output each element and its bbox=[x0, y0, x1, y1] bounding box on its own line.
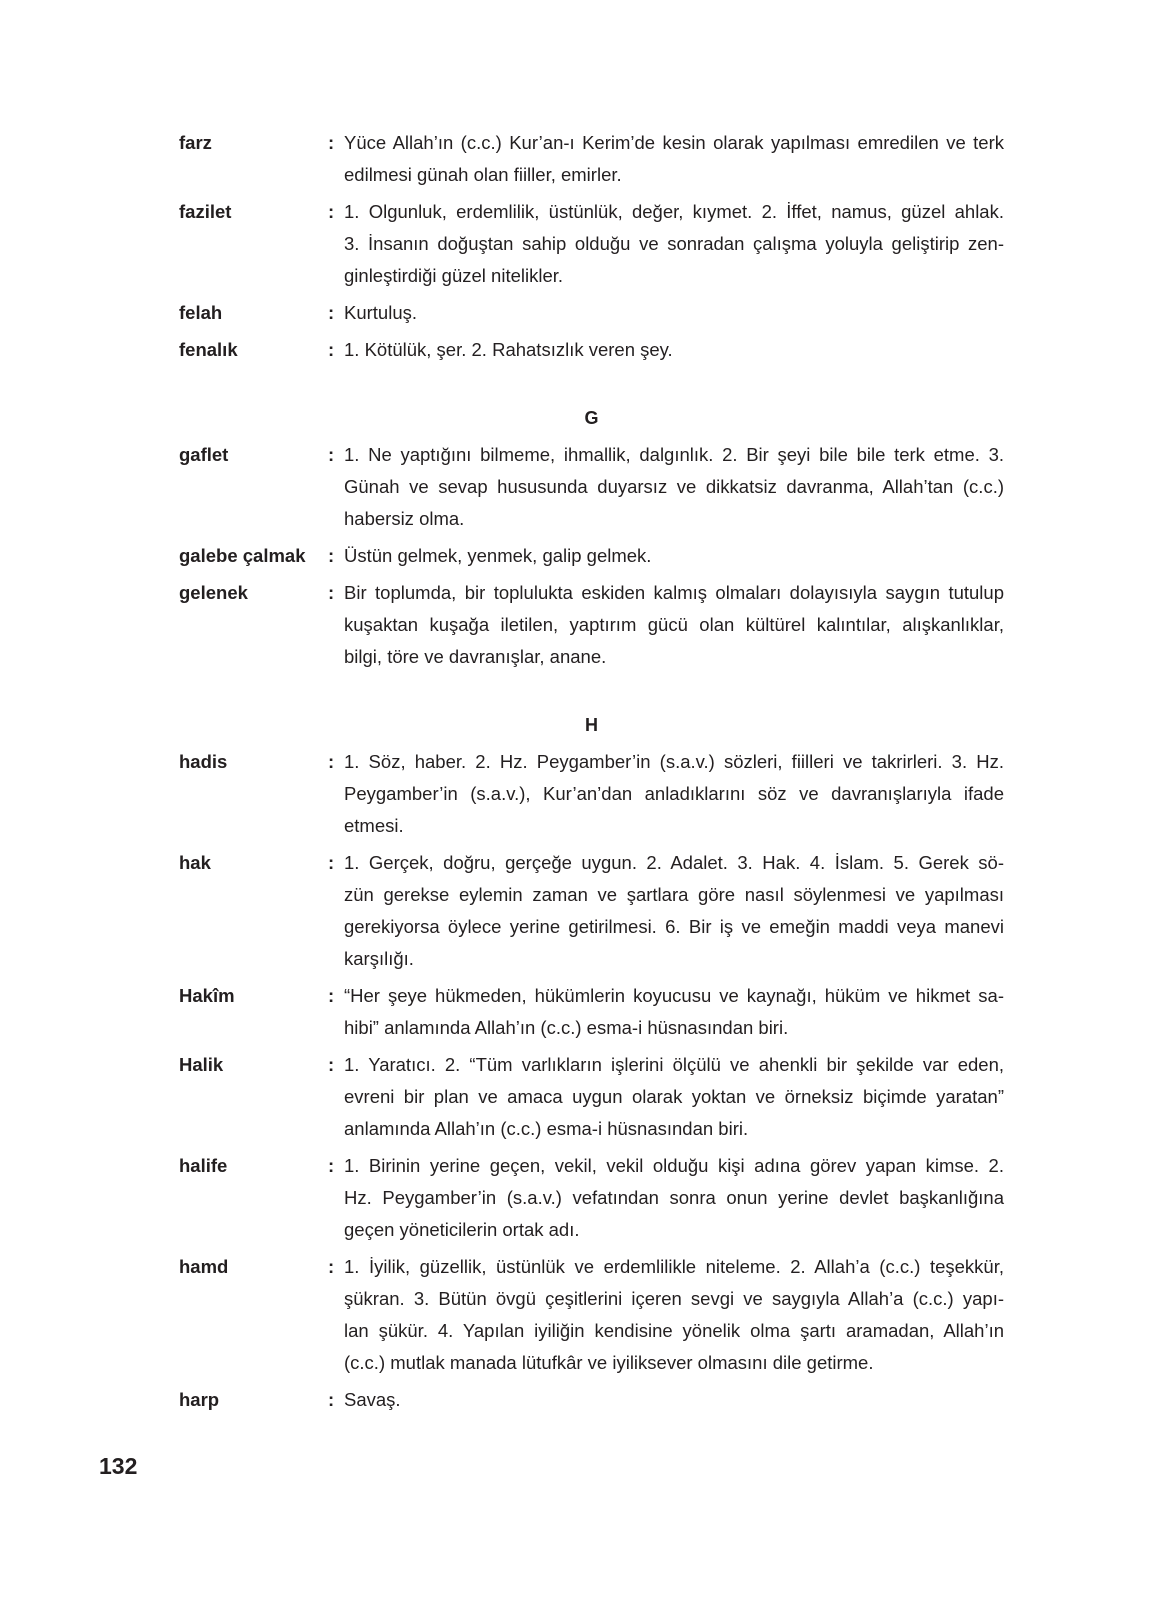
entry-colon: : bbox=[328, 132, 335, 153]
entry-colon: : bbox=[328, 985, 335, 1006]
entry-term: gaflet bbox=[179, 444, 229, 465]
entry-definition bbox=[344, 847, 1004, 975]
definition-line: Savaş. bbox=[344, 1389, 401, 1410]
definition-line: lan şükür. 4. Yapılan iyiliğin kendisine yönelik olma şartı aramadan, Allah’ın bbox=[344, 1320, 1004, 1341]
definition-line: habersiz olma. bbox=[344, 508, 465, 529]
entry-definition bbox=[344, 1049, 1004, 1145]
entry-definition bbox=[344, 1251, 1004, 1379]
section-letter-heading: H bbox=[585, 715, 598, 735]
entry-colon: : bbox=[328, 1256, 335, 1277]
entry-colon: : bbox=[328, 444, 335, 465]
entry-colon: : bbox=[328, 582, 335, 603]
entry-definition bbox=[344, 1150, 1004, 1246]
definition-line: 3. İnsanın doğuştan sahip olduğu ve sonradan çalışma yoluyla geliştirip zen- bbox=[344, 233, 1004, 254]
definition-line: Hz. Peygamber’in (s.a.v.) vefatından sonra onun yerine devlet başkanlığına bbox=[344, 1187, 1004, 1208]
entry-term: hadis bbox=[179, 751, 228, 772]
definition-line: hibi” anlamında Allah’ın (c.c.) esma-i hüsnasından biri. bbox=[344, 1017, 789, 1038]
definition-line: edilmesi günah olan fiiller, emirler. bbox=[344, 164, 622, 185]
entry-definition bbox=[344, 980, 1004, 1044]
entry-colon: : bbox=[328, 1155, 335, 1176]
entry-term: hak bbox=[179, 852, 211, 873]
definition-line: gerekiyorsa öylece yerine getirilmesi. 6. Bir iş ve emeğin maddi veya manevi bbox=[344, 916, 1004, 937]
definition-line: ginleştirdiği güzel nitelikler. bbox=[344, 265, 564, 286]
glossary-entry bbox=[179, 1150, 1004, 1246]
definition-line: 1. Gerçek, doğru, gerçeğe uygun. 2. Adalet. 3. Hak. 4. İslam. 5. Gerek sö- bbox=[344, 852, 1004, 873]
definition-line: 1. Kötülük, şer. 2. Rahatsızlık veren şey. bbox=[344, 339, 673, 360]
entry-term: galebe çalmak bbox=[179, 545, 306, 566]
definition-line: bilgi, töre ve davranışlar, anane. bbox=[344, 646, 607, 667]
entry-term: halife bbox=[179, 1155, 228, 1176]
entry-colon: : bbox=[328, 852, 335, 873]
entry-term: felah bbox=[179, 302, 223, 323]
entry-colon: : bbox=[328, 1389, 335, 1410]
glossary-entry bbox=[179, 577, 1004, 673]
entry-definition bbox=[344, 297, 1004, 329]
definition-line: Yüce Allah’ın (c.c.) Kur’an-ı Kerim’de kesin olarak yapılması emredilen ve terk bbox=[344, 132, 1004, 153]
entry-definition bbox=[344, 439, 1004, 535]
definition-line: 1. Ne yaptığını bilmeme, ihmallik, dalgınlık. 2. Bir şeyi bile bile terk etme. 3. bbox=[344, 444, 1004, 465]
definition-line: karşılığı. bbox=[344, 948, 414, 969]
entry-term: farz bbox=[179, 132, 212, 153]
entry-colon: : bbox=[328, 545, 335, 566]
glossary-entry bbox=[179, 196, 1004, 292]
entry-term: gelenek bbox=[179, 582, 248, 603]
glossary-entry bbox=[179, 127, 1004, 191]
definition-line: 1. İyilik, güzellik, üstünlük ve erdemlilikle niteleme. 2. Allah’a (c.c.) teşekkür, bbox=[344, 1256, 1004, 1277]
definition-line: 1. Yaratıcı. 2. “Tüm varlıkların işlerini ölçülü ve ahenkli bir şekilde var eden, bbox=[344, 1054, 1004, 1075]
definition-line: 1. Söz, haber. 2. Hz. Peygamber’in (s.a.v.) sözleri, fiilleri ve takrirleri. 3. Hz. bbox=[344, 751, 1004, 772]
definition-line: Günah ve sevap hususunda duyarsız ve dikkatsiz davranma, Allah’tan (c.c.) bbox=[344, 476, 1004, 497]
entry-colon: : bbox=[328, 201, 335, 222]
page-number: 132 bbox=[99, 1453, 138, 1479]
entry-definition bbox=[344, 1384, 1004, 1416]
definition-line: 1. Olgunluk, erdemlilik, üstünlük, değer, kıymet. 2. İffet, namus, güzel ahlak. bbox=[344, 201, 1004, 222]
glossary-entry bbox=[179, 297, 1004, 329]
entry-definition bbox=[344, 334, 1004, 366]
entry-definition bbox=[344, 577, 1004, 673]
glossary-entry bbox=[179, 847, 1004, 975]
entry-term: fenalık bbox=[179, 339, 238, 360]
glossary-entry bbox=[179, 540, 1004, 572]
entry-term: Hakîm bbox=[179, 985, 235, 1006]
entry-term: hamd bbox=[179, 1256, 229, 1277]
entry-definition bbox=[344, 196, 1004, 292]
entry-term: fazilet bbox=[179, 201, 232, 222]
entry-colon: : bbox=[328, 1054, 335, 1075]
entry-term: harp bbox=[179, 1389, 220, 1410]
entry-definition bbox=[344, 540, 1004, 572]
glossary-entry bbox=[179, 1049, 1004, 1145]
glossary-entry bbox=[179, 439, 1004, 535]
entry-definition bbox=[344, 127, 1004, 191]
definition-line: geçen yöneticilerin ortak adı. bbox=[344, 1219, 580, 1240]
glossary-entry bbox=[179, 1251, 1004, 1379]
definition-line: Kurtuluş. bbox=[344, 302, 418, 323]
entry-definition bbox=[344, 746, 1004, 842]
definition-line: anlamında Allah’ın (c.c.) esma-i hüsnasından biri. bbox=[344, 1118, 749, 1139]
definition-line: Bir toplumda, bir toplulukta eskiden kalmış olmaları dolayısıyla saygın tutulup bbox=[344, 582, 1004, 603]
definition-line: kuşaktan kuşağa iletilen, yaptırım gücü olan kültürel kalıntılar, alışkanlıklar, bbox=[344, 614, 1004, 635]
glossary-entry bbox=[179, 1384, 1004, 1416]
definition-line: Peygamber’in (s.a.v.), Kur’an’dan anladıklarını söz ve davranışlarıyla ifade bbox=[344, 783, 1004, 804]
definition-line: Üstün gelmek, yenmek, galip gelmek. bbox=[344, 545, 652, 566]
entry-colon: : bbox=[328, 339, 335, 360]
entry-colon: : bbox=[328, 751, 335, 772]
definition-line: etmesi. bbox=[344, 815, 404, 836]
section-letter-heading: G bbox=[584, 408, 599, 428]
definition-line: evreni bir plan ve amaca uygun olarak yoktan ve örneksiz biçimde yaratan” bbox=[344, 1086, 1004, 1107]
definition-line: şükran. 3. Bütün övgü çeşitlerini içeren sevgi ve saygıyla Allah’a (c.c.) yapı- bbox=[344, 1288, 1004, 1309]
definition-line: (c.c.) mutlak manada lütufkâr ve iyiliksever olmasını dile getirme. bbox=[344, 1352, 874, 1373]
definition-line: zün gerekse eylemin zaman ve şartlara göre nasıl söylenmesi ve yapılması bbox=[344, 884, 1004, 905]
entry-colon: : bbox=[328, 302, 335, 323]
glossary-entry bbox=[179, 980, 1004, 1044]
entry-term: Halik bbox=[179, 1054, 224, 1075]
glossary-entry bbox=[179, 746, 1004, 842]
definition-line: 1. Birinin yerine geçen, vekil, vekil olduğu kişi adına görev yapan kimse. 2. bbox=[344, 1155, 1004, 1176]
glossary bbox=[179, 127, 1004, 1421]
definition-line: “Her şeye hükmeden, hükümlerin koyucusu ve kaynağı, hüküm ve hikmet sa- bbox=[344, 985, 1004, 1006]
glossary-entry bbox=[179, 334, 1004, 366]
